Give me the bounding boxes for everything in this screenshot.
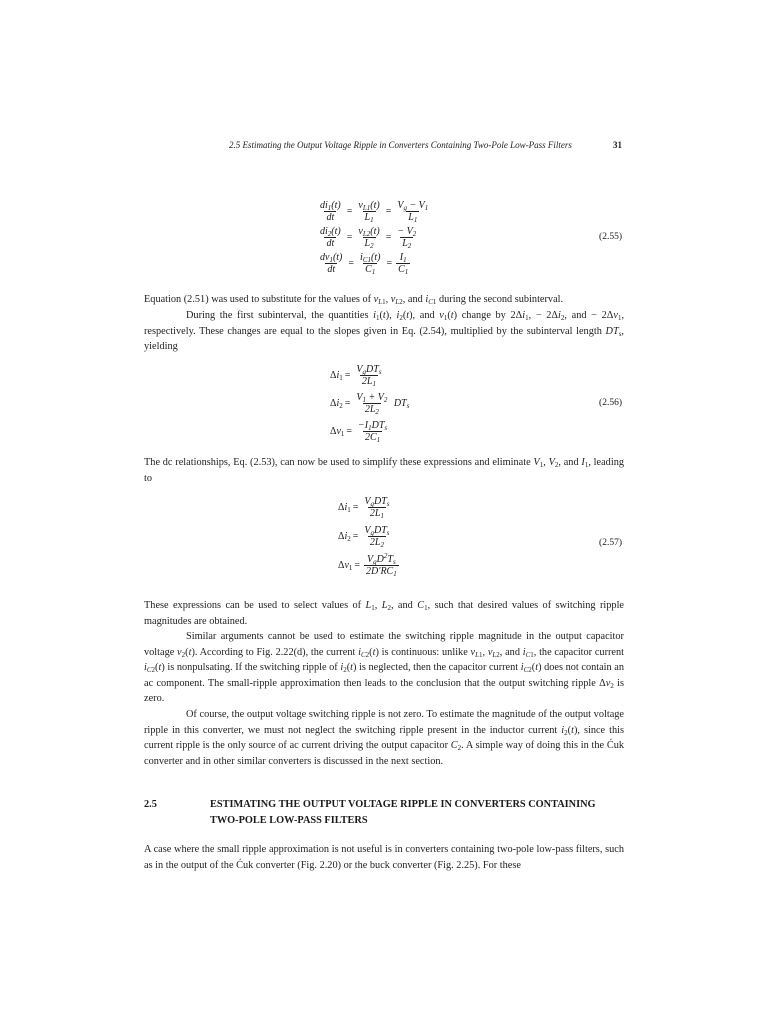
paragraph-5: Similar arguments cannot be used to estimate the switching ripple magnitude in the output capacitor voltage $v_2(t)$. According to Fig. 2.22(d), the current $i_{C2}(t)$ is continuous: unlike $v_{L1}$, $v_{L2}$, and $i_{C1}$, the capacitor current $i_{C2}(t)$ is nonpulsating. If the switching ripple of $i_2(t)$ is neglected, then the capacitor current $i_{C2}(t)$ does not contain an ac component. The small-ripple approximation then leads to the conclusion that the output switching ripple $\Delta v_2$ is zero. — [144, 631, 625, 705]
eq-2-57-line-1: $\Delta i_1$ = $\frac{V_gDT_s}{2L_1}$ — [338, 496, 390, 520]
book-page — [144, 0, 624, 1024]
paragraph-1: Equation (2.51) was used to substitute for the values of $v_{L1}$, $v_{L2}$, and $i_{C1}$ during the second subinterval. — [144, 294, 564, 306]
eq-2-55-line-1: $\frac{di_1(t)}{dt}$ = $\frac{v_{L1}(t)}{L_1}$ = $\frac{V_g - V_1}{L_1}$ — [320, 200, 429, 224]
paragraph-3: The dc relationships, Eq. (2.53), can now be used to simplify these expressions and eliminate $V_1$, $V_2$, and $I_1$, leading to — [144, 457, 624, 484]
equation-number: (2.57) — [599, 538, 622, 548]
equation-2-57 — [144, 496, 624, 584]
eq-2-57-line-2: $\Delta i_2$ = $\frac{V_gDT_s}{2L_2}$ — [338, 525, 390, 549]
paragraph-2: During the first subinterval, the quantities $i_1(t)$, $i_2(t)$, and $v_1(t)$ change by $2\Delta i_1$, − $2\Delta i_2$, and − $2\Delta v_1$, respectively. These changes are equal to the slopes given in Eq. (2.54), multiplied by the subinterval length $DT_s$, yielding — [144, 310, 625, 353]
eq-2-56-line-2: $\Delta i_2$ = $\frac{V_1 + V_2}{2L_2}$ $DT_s$ — [330, 392, 410, 416]
eq-2-56-line-3: $\Delta v_1$ = $\frac{-I_1DT_s}{2C_1}$ — [330, 420, 388, 444]
eq-2-57-line-3: $\Delta v_1$ = $\frac{V_gD^2T_s}{2D'RC_1}$ — [338, 552, 397, 578]
paragraph-7: A case where the small ripple approximation is not useful is in converters containing two-pole low-pass filters, such as in the output of the Ćuk converter (Fig. 2.20) or the buck converter (Fig. 2.25). For these — [144, 844, 624, 871]
paragraph-6: Of course, the output voltage switching ripple is not zero. To estimate the magnitude of the output voltage ripple in this converter, we must not neglect the switching ripple present in the inductor current $i_2(t)$, since this current ripple is the only source of ac current driving the output capacitor $C_2$. A simple way of doing this in the Ćuk converter and in other similar converters is discussed in the next section. — [144, 709, 625, 767]
equation-number: (2.56) — [599, 398, 622, 408]
equation-2-55 — [144, 200, 624, 280]
running-title: 2.5 Estimating the Output Voltage Ripple in Converters Containing Two-Pole Low-Pass Filters — [229, 140, 572, 150]
section-number: 2.5 — [144, 799, 157, 810]
page-number: 31 — [613, 140, 622, 150]
equation-number: (2.55) — [599, 232, 622, 242]
eq-2-56-line-1: $\Delta i_1$ = $\frac{V_gDT_s}{2L_1}$ — [330, 364, 382, 388]
section-heading — [144, 797, 624, 829]
eq-2-55-line-3: $\frac{dv_1(t)}{dt}$ = $\frac{i_{C1}(t)}{C_1}$ = $\frac{I_1}{C_1}$ — [320, 252, 409, 276]
section-title: ESTIMATING THE OUTPUT VOLTAGE RIPPLE IN CONVERTERS CONTAINING TWO-POLE LOW-PASS FILTERS — [210, 799, 596, 826]
equation-2-56 — [144, 364, 624, 448]
eq-2-55-line-2: $\frac{di_2(t)}{dt}$ = $\frac{v_{L2}(t)}{L_2}$ = $\frac{- V_2}{L_2}$ — [320, 226, 417, 250]
paragraph-4: These expressions can be used to select values of $L_1$, $L_2$, and $C_1$, such that desired values of switching ripple magnitudes are obtained. — [144, 600, 624, 627]
